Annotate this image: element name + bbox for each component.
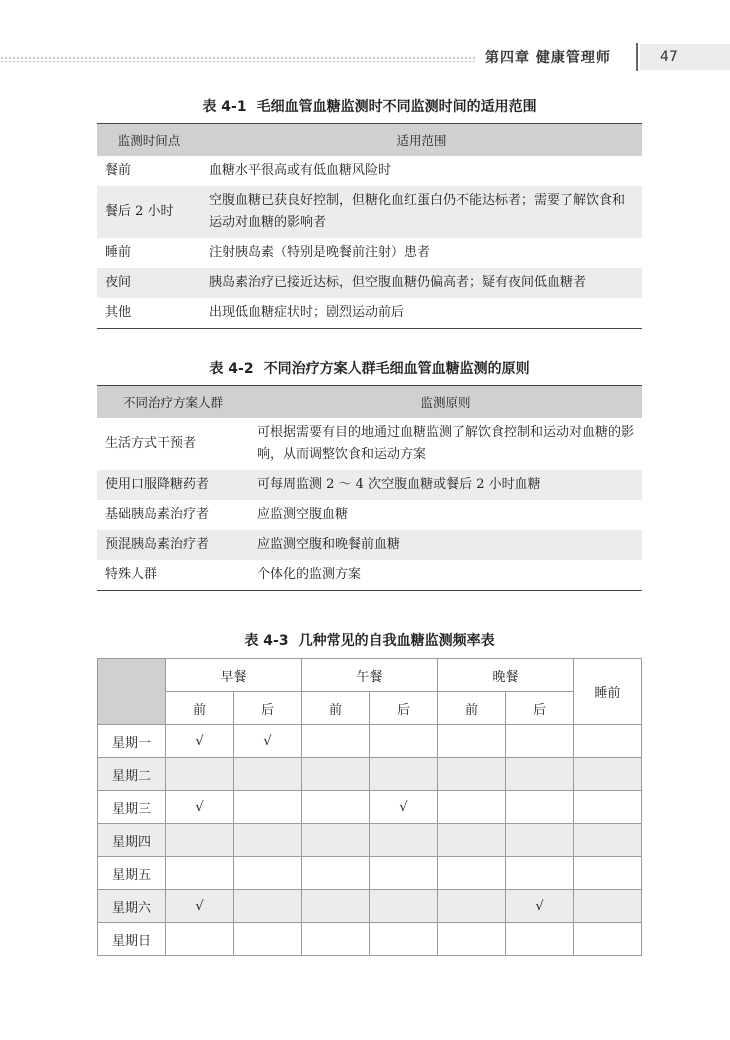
table-cell: 夜间 — [97, 268, 201, 298]
table2 — [97, 385, 642, 591]
check-cell — [302, 791, 370, 824]
check-cell — [438, 758, 506, 791]
check-cell — [574, 857, 642, 890]
table1-header-time: 监测时间点 — [97, 124, 201, 157]
table-row — [97, 156, 642, 186]
check-cell — [166, 923, 234, 956]
check-cell: √ — [166, 890, 234, 923]
check-cell — [166, 857, 234, 890]
table1-header-scope: 适用范围 — [201, 124, 642, 157]
check-cell — [574, 758, 642, 791]
table-row — [97, 560, 642, 591]
check-cell — [438, 725, 506, 758]
table3 — [97, 658, 642, 956]
table-row — [97, 238, 642, 268]
table-row — [97, 268, 642, 298]
check-cell — [438, 923, 506, 956]
table-row — [98, 857, 642, 890]
sub-header-before: 前 — [166, 692, 234, 725]
sub-header-after: 后 — [234, 692, 302, 725]
table-row — [97, 418, 642, 470]
check-cell — [234, 923, 302, 956]
table-row — [97, 298, 642, 329]
check-cell — [302, 890, 370, 923]
sub-header-after: 后 — [506, 692, 574, 725]
table3-title: 几种常见的自我血糖监测频率表 — [298, 633, 495, 649]
check-cell — [438, 824, 506, 857]
table-cell: 出现低血糖症状时；剧烈运动前后 — [209, 305, 405, 320]
table-cell: 血糖水平很高或有低血糖风险时 — [209, 163, 392, 178]
table1-caption — [97, 96, 642, 116]
table-cell: 应监测空腹血糖 — [257, 507, 349, 522]
table3-caption — [97, 630, 642, 650]
check-cell — [302, 857, 370, 890]
sub-header-after: 后 — [370, 692, 438, 725]
check-cell — [302, 725, 370, 758]
table-cell: 餐后 2 小时 — [97, 186, 201, 238]
table-cell: 基础胰岛素治疗者 — [105, 507, 210, 522]
table-row — [98, 791, 642, 824]
table2-title: 不同治疗方案人群毛细血管血糖监测的原则 — [263, 361, 530, 377]
check-cell — [370, 923, 438, 956]
sub-header-before: 前 — [302, 692, 370, 725]
check-cell — [234, 824, 302, 857]
check-cell — [506, 824, 574, 857]
table1-label: 表 4-1 — [202, 99, 247, 115]
check-cell — [370, 824, 438, 857]
check-cell — [234, 890, 302, 923]
table2-caption — [97, 358, 642, 378]
table-row — [98, 890, 642, 923]
table-row — [97, 530, 642, 560]
check-cell — [166, 824, 234, 857]
check-cell — [370, 725, 438, 758]
page-number: 47 — [640, 44, 730, 70]
table-cell: 其他 — [105, 305, 132, 320]
day-label: 星期日 — [98, 923, 166, 956]
bedtime-header: 睡前 — [574, 659, 642, 725]
check-cell — [302, 824, 370, 857]
day-label: 星期五 — [98, 857, 166, 890]
check-cell — [234, 857, 302, 890]
table2-header-principle: 监测原则 — [249, 386, 642, 419]
chapter-title: 第四章 健康管理师 — [485, 50, 611, 66]
check-cell — [506, 758, 574, 791]
table-cell: 可根据需要有目的地通过血糖监测了解饮食控制和运动对血糖的影响，从而调整饮食和运动方案 — [257, 425, 635, 462]
check-cell — [370, 890, 438, 923]
table-row — [98, 758, 642, 791]
check-cell — [574, 824, 642, 857]
day-label: 星期四 — [98, 824, 166, 857]
check-cell — [506, 923, 574, 956]
check-cell — [234, 758, 302, 791]
day-label: 星期二 — [98, 758, 166, 791]
table3-corner — [98, 659, 166, 725]
check-cell — [370, 857, 438, 890]
day-label: 星期一 — [98, 725, 166, 758]
table1-title: 毛细血管血糖监测时不同监测时间的适用范围 — [256, 99, 537, 115]
check-cell — [574, 890, 642, 923]
check-cell: √ — [506, 890, 574, 923]
table2-header-group: 不同治疗方案人群 — [97, 386, 249, 419]
table1 — [97, 123, 642, 329]
check-cell — [506, 725, 574, 758]
table-cell: 个体化的监测方案 — [257, 567, 362, 582]
check-cell — [506, 857, 574, 890]
table-row — [97, 500, 642, 530]
table-cell: 胰岛素治疗已接近达标，但空腹血糖仍偏高者；疑有夜间低血糖者 — [201, 268, 642, 298]
day-label: 星期六 — [98, 890, 166, 923]
check-cell — [370, 758, 438, 791]
table-row — [97, 186, 642, 238]
check-cell: √ — [166, 725, 234, 758]
table-cell: 空腹血糖已获良好控制，但糖化血红蛋白仍不能达标者；需要了解饮食和运动对血糖的影响者 — [201, 186, 642, 238]
check-cell: √ — [370, 791, 438, 824]
check-cell — [438, 890, 506, 923]
check-cell: √ — [166, 791, 234, 824]
check-cell — [302, 923, 370, 956]
header-rule — [0, 56, 476, 62]
table-row — [97, 470, 642, 500]
table-cell: 餐前 — [105, 163, 132, 178]
table-cell: 可每周监测 2 ～ 4 次空腹血糖或餐后 2 小时血糖 — [249, 470, 642, 500]
check-cell — [506, 791, 574, 824]
check-cell — [234, 791, 302, 824]
sub-header-before: 前 — [438, 692, 506, 725]
table3-label: 表 4-3 — [244, 633, 289, 649]
check-cell — [438, 791, 506, 824]
table-cell: 特殊人群 — [105, 567, 158, 582]
check-cell — [574, 923, 642, 956]
day-label: 星期三 — [98, 791, 166, 824]
table-cell: 生活方式干预者 — [105, 436, 197, 451]
check-cell: √ — [234, 725, 302, 758]
table-cell: 注射胰岛素（特别是晚餐前注射）患者 — [209, 245, 431, 260]
header-separator — [636, 43, 638, 71]
check-cell — [574, 725, 642, 758]
meal-header-breakfast: 早餐 — [166, 659, 302, 692]
table-cell: 睡前 — [105, 245, 132, 260]
table-row — [98, 725, 642, 758]
table2-label: 表 4-2 — [209, 361, 254, 377]
table-cell: 预混胰岛素治疗者 — [97, 530, 249, 560]
check-cell — [438, 857, 506, 890]
check-cell — [302, 758, 370, 791]
table-row — [98, 824, 642, 857]
table-cell: 应监测空腹和晚餐前血糖 — [249, 530, 642, 560]
check-cell — [574, 791, 642, 824]
table-row — [98, 923, 642, 956]
table-cell: 使用口服降糖药者 — [97, 470, 249, 500]
meal-header-dinner: 晚餐 — [438, 659, 574, 692]
check-cell — [166, 758, 234, 791]
meal-header-lunch: 午餐 — [302, 659, 438, 692]
